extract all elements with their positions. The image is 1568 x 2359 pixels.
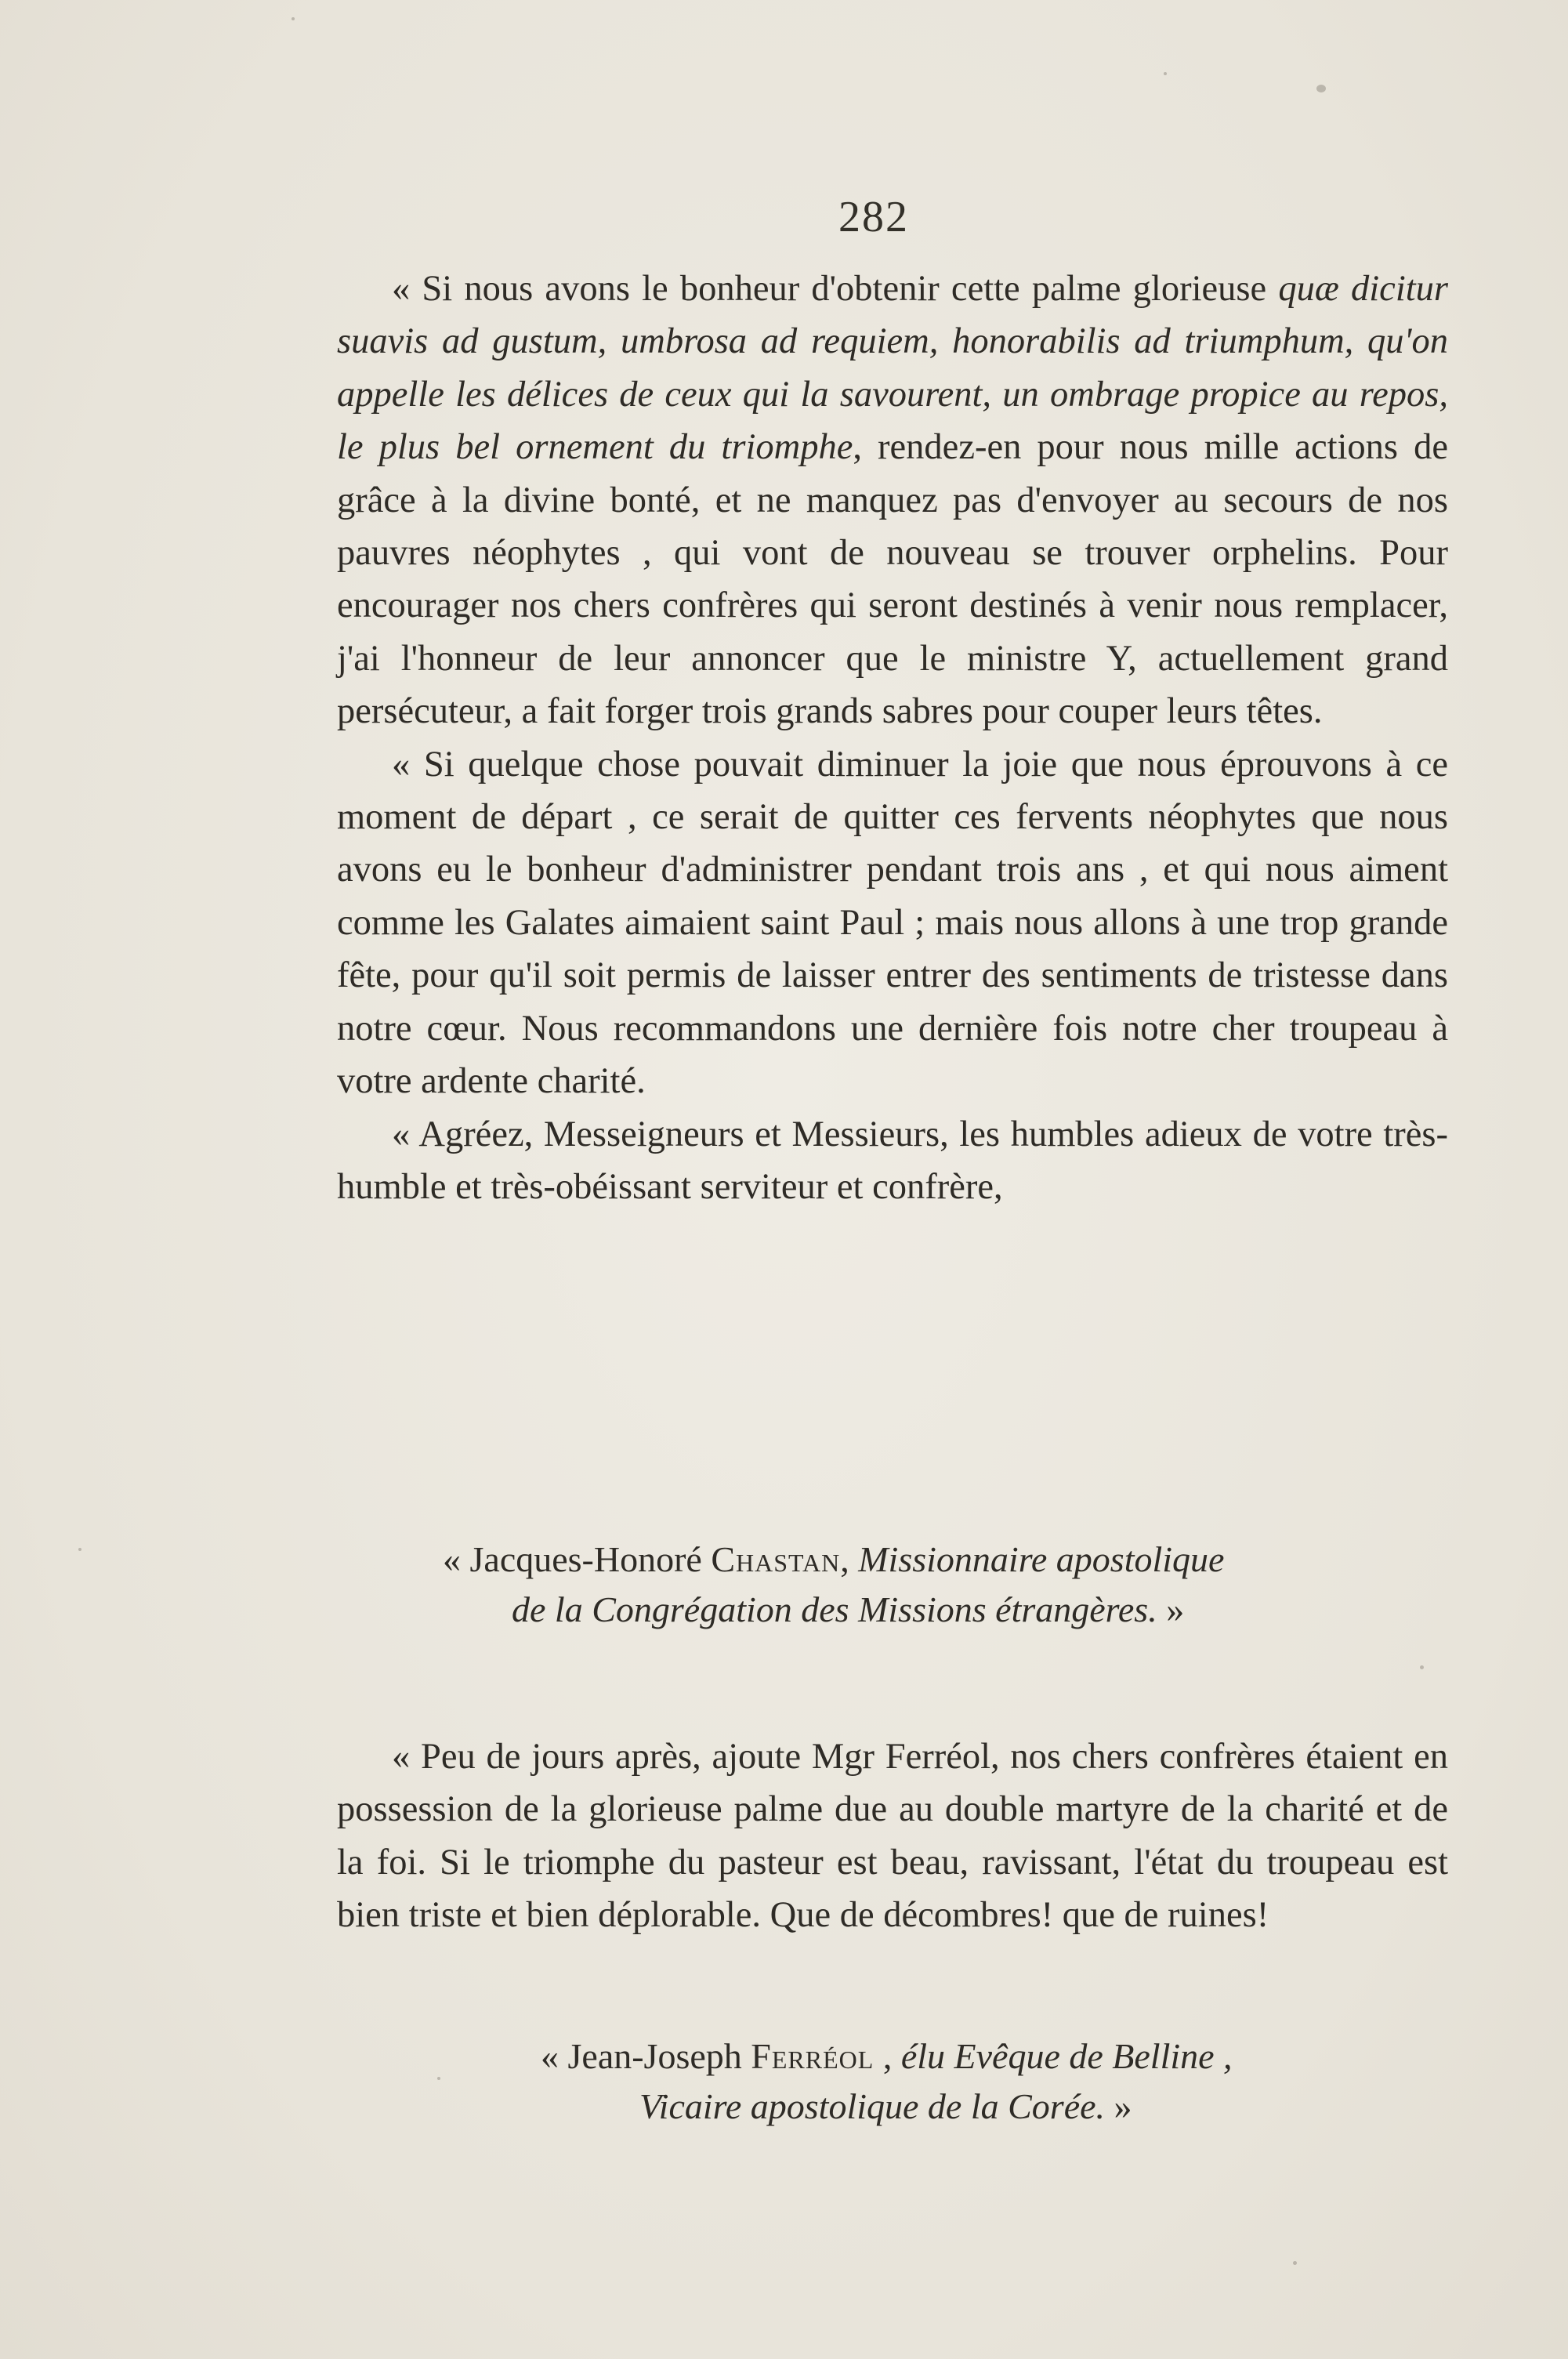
paragraph-1-part-1: « Si nous avons le bonheur d'obtenir cette palme glorieuse <box>392 269 1279 309</box>
epilogue-signature-close: » <box>1105 2086 1132 2126</box>
paper-speck <box>1420 1665 1424 1669</box>
paragraph-3 <box>337 1108 1448 1214</box>
letter-body <box>337 263 1448 1213</box>
page-number: 282 <box>838 193 909 241</box>
epilogue-signature-comma: , <box>874 2036 901 2076</box>
paper-speck <box>437 2077 440 2080</box>
paragraph-2 <box>337 738 1448 1108</box>
paper-speck <box>78 1548 81 1551</box>
paragraph-1-part-3: , rendez-en pour nous mille actions de grâce à la divine bonté, et ne manquez pas d'envoyer au secours de nos pauvres néophytes , qui vont de nouveau se trouver orphelins. Pour encourager nos chers confrères qui seront destinés à venir nous remplacer, j'ai l'honneur de leur annoncer que le ministre Y, actuellement grand persécuteur, a fait forger trois grands sabres pour couper leurs têtes. <box>337 427 1448 732</box>
paragraph-2-text: « Si quelque chose pouvait diminuer la joie que nous éprouvons à ce moment de départ , ce serait de quitter ces fervents néophytes que nous avons eu le bonheur d'administrer pendant trois ans , et qui nous aiment comme les Galates aimaient saint Paul ; mais nous allons à une trop grande fête, pour qu'il soit permis de laisser entrer des sentiments de tristesse dans notre cœur. Nous recommandons une dernière fois notre cher troupeau à votre ardente charité. <box>337 744 1448 1102</box>
paragraph-3-text: « Agréez, Messeigneurs et Messieurs, les humbles adieux de votre très-humble et très-obéissant serviteur et confrère, <box>337 1114 1448 1207</box>
epilogue-signature-surname: Ferréol <box>751 2036 875 2076</box>
signature-open: « Jacques-Honoré <box>443 1539 712 1579</box>
epilogue-signature-title-line-2-text: Vicaire apostolique de la Corée. <box>639 2086 1106 2126</box>
epilogue-body <box>337 1730 1448 1942</box>
signature-comma: , <box>840 1539 859 1579</box>
paragraph-1 <box>337 263 1448 738</box>
epilogue-signature-title-line-2 <box>541 2082 1450 2132</box>
paper-speck <box>1316 85 1326 92</box>
signature-title-line-2-text: de la Congrégation des Missions étrangères. <box>512 1589 1157 1629</box>
signature-close: » <box>1157 1589 1185 1629</box>
epilogue-signature-open: « Jean-Joseph <box>541 2036 751 2076</box>
paragraph-1-latin-quote: quæ dicitur suavis ad gustum, umbrosa ad requiem, honorabilis ad triumphum, qu'on appelle les délices de ceux qui la savourent, un ombrage propice au repos, le plus bel ornement du triomphe <box>337 269 1449 468</box>
signature-title-line-1: Missionnaire apostolique <box>858 1539 1225 1579</box>
signature-surname: Chastan <box>711 1539 841 1579</box>
paper-speck <box>1293 2261 1297 2265</box>
paper-speck <box>1164 72 1167 75</box>
paper-speck <box>292 17 295 20</box>
signature-ferreol <box>541 2031 1450 2132</box>
signature-title-line-2 <box>443 1585 1454 1635</box>
epilogue-signature-title-line-1: élu Evêque de Belline , <box>900 2036 1233 2076</box>
epilogue-paragraph: « Peu de jours après, ajoute Mgr Ferréol, nos chers confrères étaient en possession de la glorieuse palme due au double martyre de la charité et de la foi. Si le triomphe du pasteur est beau, ravissant, l'état du troupeau est bien triste et bien déplorable. Que de décombres! que de ruines! <box>337 1737 1448 1936</box>
signature-chastan <box>443 1535 1454 1635</box>
